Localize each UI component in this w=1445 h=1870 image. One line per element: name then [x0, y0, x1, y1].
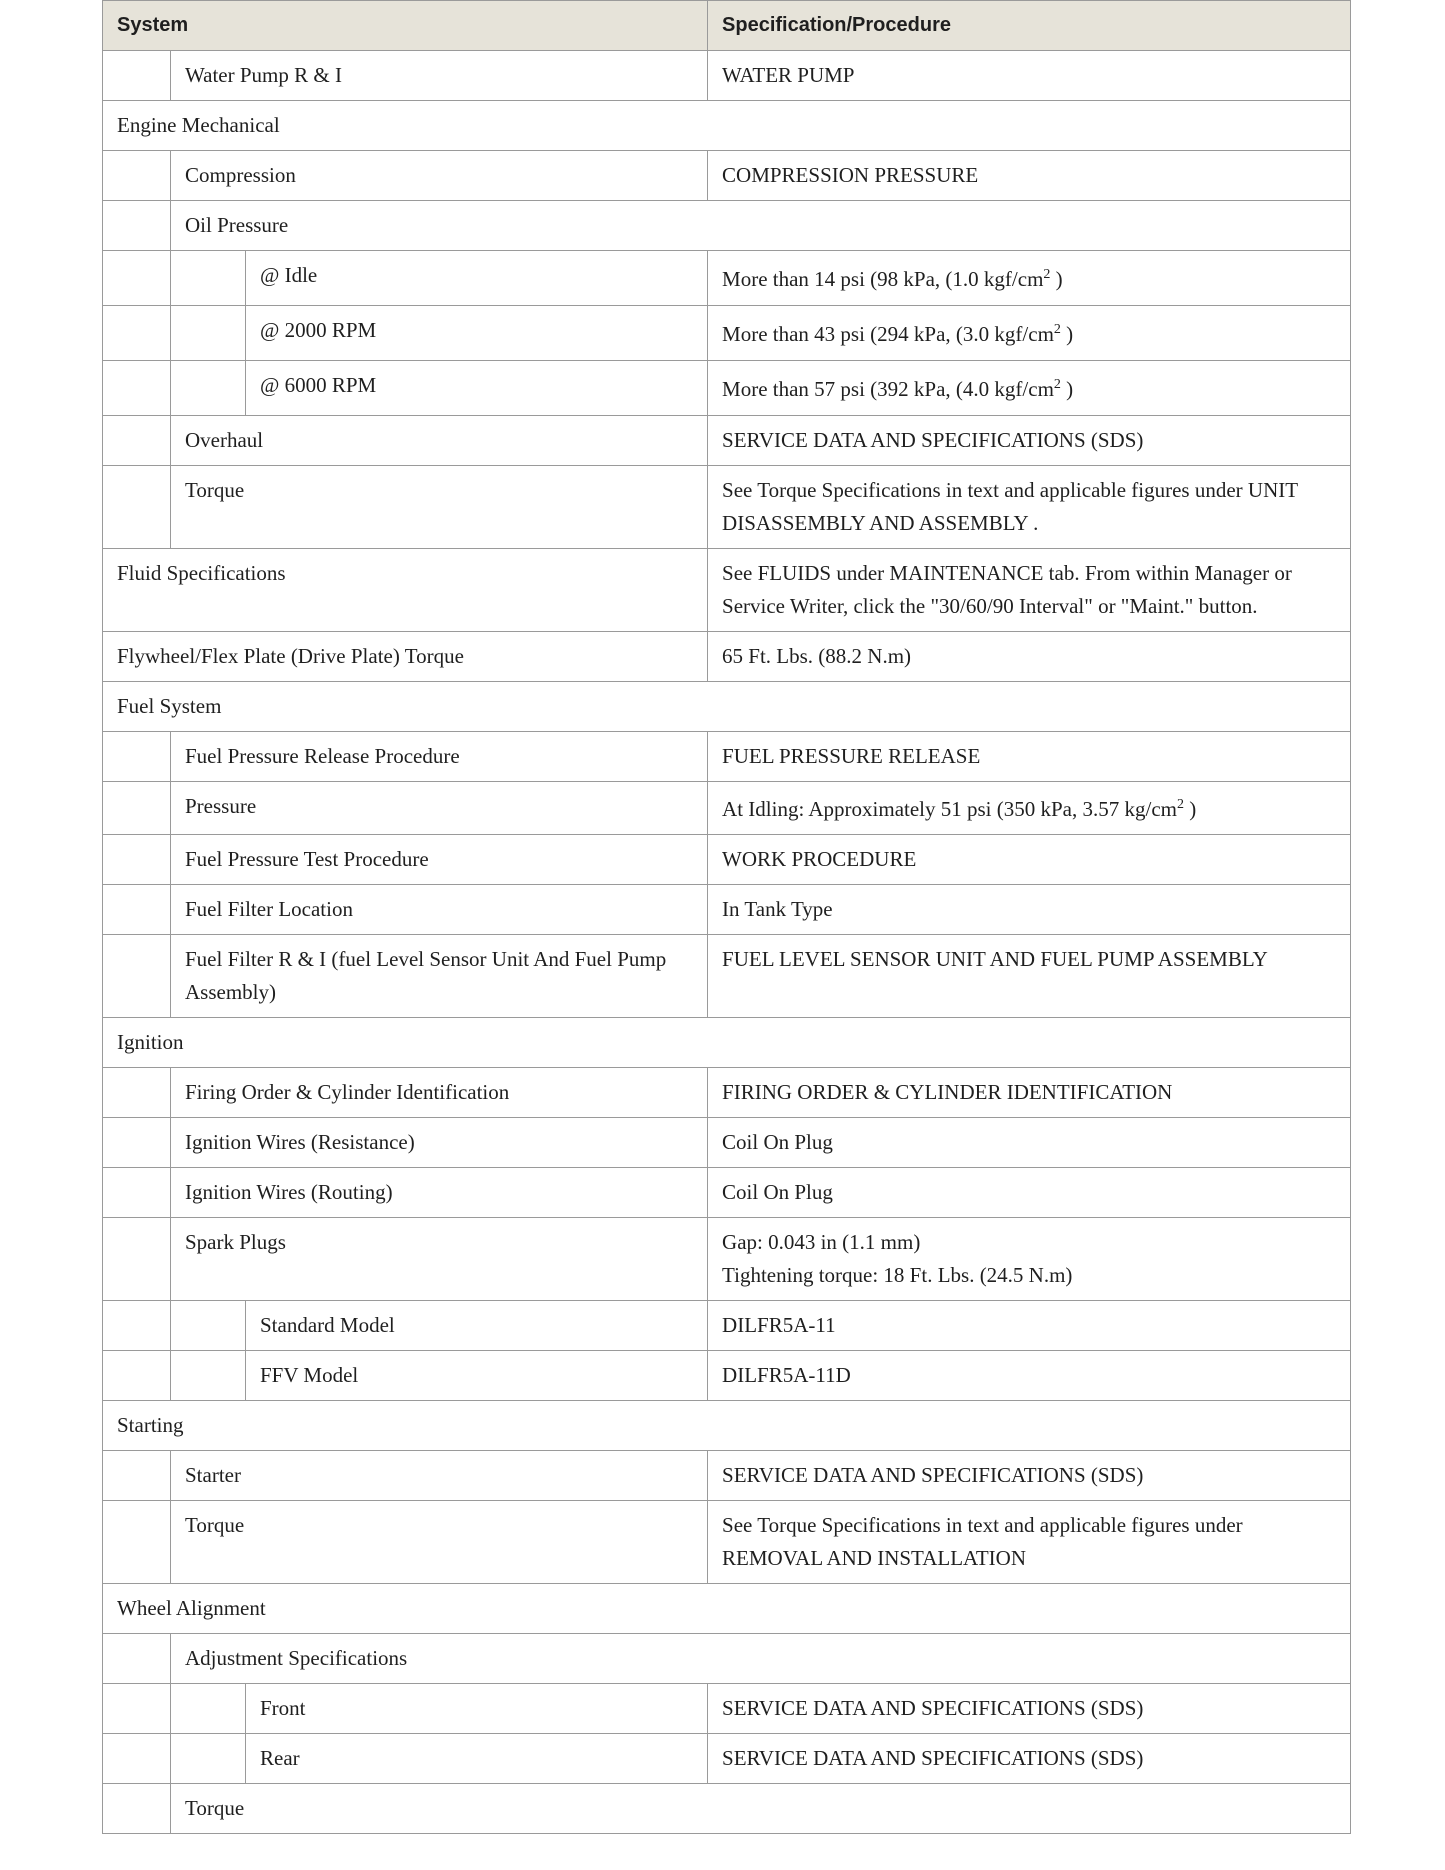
row-value: More than 57 psi (392 kPa, (4.0 kgf/$cm^2$ )	[708, 361, 1351, 416]
system-column-header: System	[103, 1, 708, 51]
section-row	[103, 1018, 1351, 1068]
specifications-table	[102, 0, 1351, 1834]
row-label: Fuel Filter Location	[171, 885, 708, 935]
indent-cell	[103, 361, 171, 416]
indent-cell	[103, 1501, 171, 1584]
row-label: Flywheel/Flex Plate (Drive Plate) Torque	[103, 632, 708, 682]
row-value: At Idling: Approximately 51 psi (350 kPa, 3.57 $kg/cm^2$ )	[708, 782, 1351, 835]
indent-cell	[171, 361, 246, 416]
row-value: SERVICE DATA AND SPECIFICATIONS (SDS)	[708, 1684, 1351, 1734]
indent-cell	[103, 1351, 171, 1401]
row-label: @ 2000 RPM	[246, 306, 708, 361]
table-row	[103, 1301, 1351, 1351]
table-row	[103, 251, 1351, 306]
table-row	[103, 1501, 1351, 1584]
section-row	[103, 682, 1351, 732]
indent-cell	[103, 416, 171, 466]
row-value: WATER PUMP	[708, 51, 1351, 101]
table-header-row	[103, 1, 1351, 51]
section-label: Fuel System	[103, 682, 1351, 732]
table-row	[103, 935, 1351, 1018]
row-label: Ignition Wires (Routing)	[171, 1168, 708, 1218]
table-row	[103, 549, 1351, 632]
table-row	[103, 51, 1351, 101]
table-row	[103, 416, 1351, 466]
row-label: Overhaul	[171, 416, 708, 466]
row-value: Coil On Plug	[708, 1168, 1351, 1218]
row-value: See FLUIDS under MAINTENANCE tab. From within Manager or Service Writer, click the "30/60/90 Interval" or "Maint." button.	[708, 549, 1351, 632]
indent-cell	[103, 1634, 171, 1684]
row-label: Torque	[171, 466, 708, 549]
table-row	[103, 835, 1351, 885]
indent-cell	[103, 201, 171, 251]
row-value: SERVICE DATA AND SPECIFICATIONS (SDS)	[708, 1451, 1351, 1501]
row-label: Fuel Pressure Test Procedure	[171, 835, 708, 885]
indent-cell	[103, 935, 171, 1018]
row-label: Standard Model	[246, 1301, 708, 1351]
row-value: In Tank Type	[708, 885, 1351, 935]
row-value: FUEL LEVEL SENSOR UNIT AND FUEL PUMP ASSEMBLY	[708, 935, 1351, 1018]
table-row	[103, 1684, 1351, 1734]
indent-cell	[103, 51, 171, 101]
row-label: Fuel Filter R & I (fuel Level Sensor Unit And Fuel Pump Assembly)	[171, 935, 708, 1018]
table-row	[103, 361, 1351, 416]
row-label: Compression	[171, 151, 708, 201]
row-value: DILFR5A-11D	[708, 1351, 1351, 1401]
section-label: Ignition	[103, 1018, 1351, 1068]
row-value: SERVICE DATA AND SPECIFICATIONS (SDS)	[708, 416, 1351, 466]
row-value: See Torque Specifications in text and applicable figures under REMOVAL AND INSTALLATION	[708, 1501, 1351, 1584]
row-label: Torque	[171, 1501, 708, 1584]
indent-cell	[171, 306, 246, 361]
indent-cell	[103, 1218, 171, 1301]
section-row	[103, 1584, 1351, 1634]
row-value: See Torque Specifications in text and applicable figures under UNIT DISASSEMBLY AND ASSEMBLY .	[708, 466, 1351, 549]
section-label: Starting	[103, 1401, 1351, 1451]
indent-cell	[103, 466, 171, 549]
row-value: SERVICE DATA AND SPECIFICATIONS (SDS)	[708, 1734, 1351, 1784]
row-value: COMPRESSION PRESSURE	[708, 151, 1351, 201]
indent-cell	[171, 1301, 246, 1351]
row-value: 65 Ft. Lbs. (88.2 N.m)	[708, 632, 1351, 682]
row-label: @ Idle	[246, 251, 708, 306]
table-row	[103, 1218, 1351, 1301]
subsection-label: Adjustment Specifications	[171, 1634, 1351, 1684]
row-value: Coil On Plug	[708, 1118, 1351, 1168]
table-row	[103, 1118, 1351, 1168]
subsection-row	[103, 201, 1351, 251]
table-row	[103, 1068, 1351, 1118]
table-row	[103, 1734, 1351, 1784]
section-label: Engine Mechanical	[103, 101, 1351, 151]
indent-cell	[103, 1784, 171, 1834]
spark-plug-torque: Tightening torque: 18 Ft. Lbs. (24.5 N.m)	[722, 1263, 1073, 1287]
indent-cell	[171, 1734, 246, 1784]
row-label: Rear	[246, 1734, 708, 1784]
row-label: Fuel Pressure Release Procedure	[171, 732, 708, 782]
subsection-row	[103, 1634, 1351, 1684]
row-label: @ 6000 RPM	[246, 361, 708, 416]
spec-column-header: Specification/Procedure	[708, 1, 1351, 51]
row-value: DILFR5A-11	[708, 1301, 1351, 1351]
row-value	[708, 1218, 1351, 1301]
indent-cell	[103, 1168, 171, 1218]
table-row	[103, 151, 1351, 201]
indent-cell	[103, 835, 171, 885]
table-row	[103, 1351, 1351, 1401]
row-label: Starter	[171, 1451, 708, 1501]
row-label: FFV Model	[246, 1351, 708, 1401]
indent-cell	[171, 1351, 246, 1401]
table-row	[103, 732, 1351, 782]
row-label: Pressure	[171, 782, 708, 835]
table-row	[103, 306, 1351, 361]
indent-cell	[171, 251, 246, 306]
indent-cell	[103, 885, 171, 935]
row-label: Water Pump R & I	[171, 51, 708, 101]
table-row	[103, 466, 1351, 549]
indent-cell	[103, 1301, 171, 1351]
table-row	[103, 1451, 1351, 1501]
row-label: Front	[246, 1684, 708, 1734]
table-row	[103, 782, 1351, 835]
indent-cell	[103, 1118, 171, 1168]
indent-cell	[103, 151, 171, 201]
row-value: FUEL PRESSURE RELEASE	[708, 732, 1351, 782]
indent-cell	[103, 306, 171, 361]
table-row	[103, 885, 1351, 935]
row-label: Fluid Specifications	[103, 549, 708, 632]
row-value: More than 14 psi (98 kPa, (1.0 kgf/$cm^2$ )	[708, 251, 1351, 306]
section-row	[103, 1401, 1351, 1451]
indent-cell	[103, 1068, 171, 1118]
table-row	[103, 1168, 1351, 1218]
indent-cell	[103, 251, 171, 306]
table-row	[103, 632, 1351, 682]
row-value: More than 43 psi (294 kPa, (3.0 kgf/$cm^2$ )	[708, 306, 1351, 361]
indent-cell	[171, 1684, 246, 1734]
indent-cell	[103, 1684, 171, 1734]
indent-cell	[103, 1451, 171, 1501]
indent-cell	[103, 732, 171, 782]
indent-cell	[103, 782, 171, 835]
row-value: WORK PROCEDURE	[708, 835, 1351, 885]
spark-plug-gap: Gap: 0.043 in (1.1 mm)	[722, 1230, 921, 1254]
row-label: Spark Plugs	[171, 1218, 708, 1301]
subsection-row	[103, 1784, 1351, 1834]
row-label: Firing Order & Cylinder Identification	[171, 1068, 708, 1118]
section-row	[103, 101, 1351, 151]
subsection-label: Torque	[171, 1784, 1351, 1834]
row-label: Ignition Wires (Resistance)	[171, 1118, 708, 1168]
indent-cell	[103, 1734, 171, 1784]
row-value: FIRING ORDER & CYLINDER IDENTIFICATION	[708, 1068, 1351, 1118]
section-label: Wheel Alignment	[103, 1584, 1351, 1634]
subsection-label: Oil Pressure	[171, 201, 1351, 251]
